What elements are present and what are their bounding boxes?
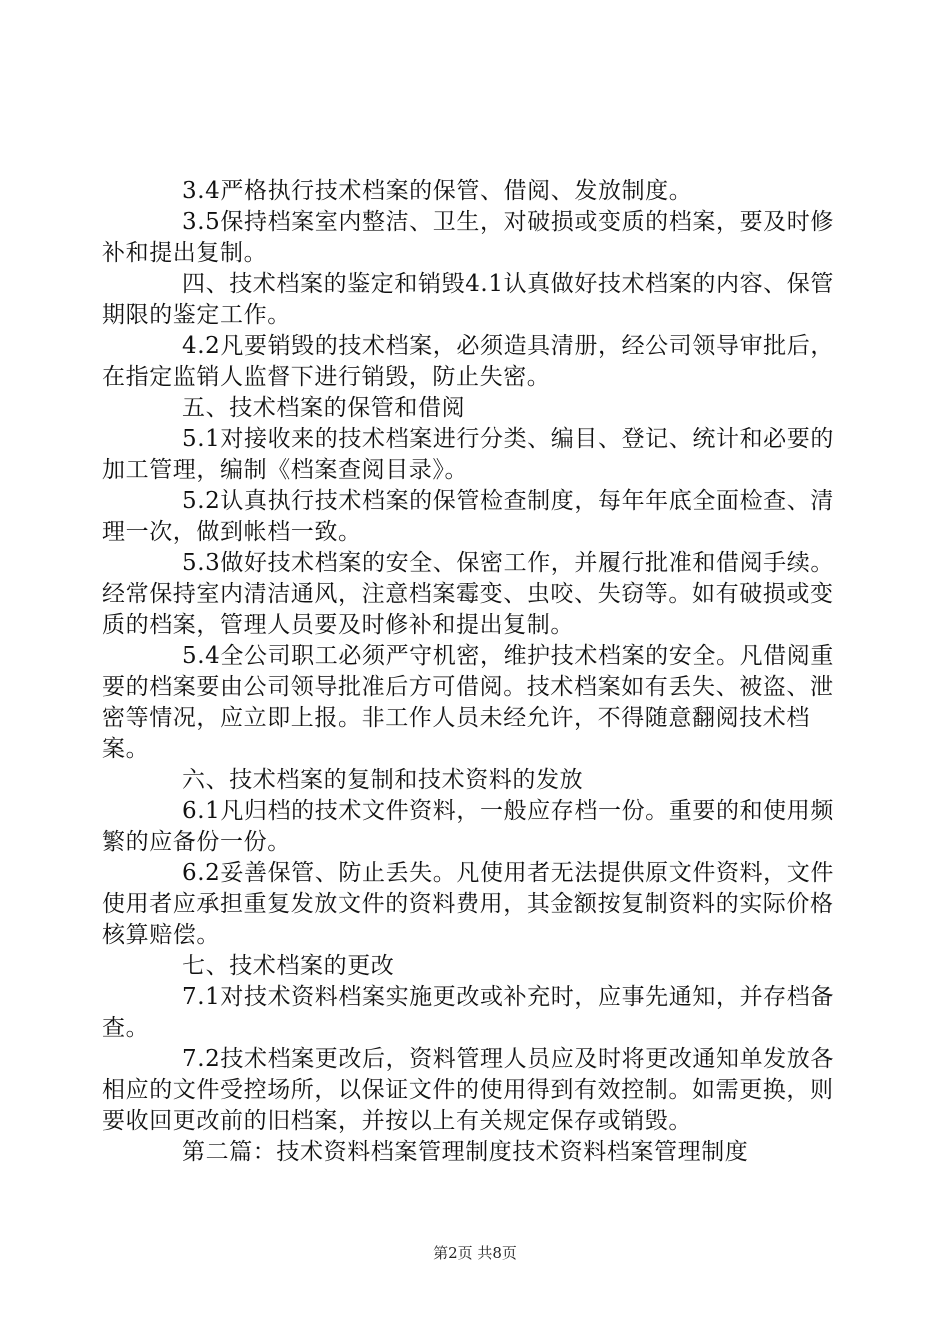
section-5-heading: 五、技术档案的保管和借阅 <box>182 395 466 421</box>
paragraph-3-4: 3.4严格执行技术档案的保管、借阅、发放制度。 <box>182 178 693 204</box>
paragraph-7-2: 7.2技术档案更改后，资料管理人员应及时将更改通知单发放各相应的文件受控场所，以保证文件的使用得到有效控制。如需更换，则要收回更改前的旧档案，并按以上有关规定保存或销毁。 <box>102 1046 834 1134</box>
section-7-heading: 七、技术档案的更改 <box>182 953 395 979</box>
chapter-2-title: 第二篇：技术资料档案管理制度技术资料档案管理制度 <box>182 1139 749 1165</box>
document-body <box>102 176 842 1168</box>
section-4-heading-paragraph: 四、技术档案的鉴定和销毁4.1认真做好技术档案的内容、保管期限的鉴定工作。 <box>102 271 834 328</box>
page-number-footer: 第2页 共8页 <box>433 1244 517 1262</box>
paragraph-5-2: 5.2认真执行技术档案的保管检查制度，每年年底全面检查、清理一次，做到帐档一致。 <box>102 488 834 545</box>
section-6-heading: 六、技术档案的复制和技术资料的发放 <box>182 767 584 793</box>
paragraph-6-1: 6.1凡归档的技术文件资料，一般应存档一份。重要的和使用频繁的应备份一份。 <box>102 798 834 855</box>
paragraph-4-2: 4.2凡要销毁的技术档案，必须造具清册，经公司领导审批后，在指定监销人监督下进行销毁，防止失密。 <box>102 333 834 390</box>
paragraph-6-2: 6.2妥善保管、防止丢失。凡使用者无法提供原文件资料，文件使用者应承担重复发放文件的资料费用，其金额按复制资料的实际价格核算赔偿。 <box>102 860 834 948</box>
paragraph-3-5: 3.5保持档案室内整洁、卫生，对破损或变质的档案，要及时修补和提出复制。 <box>102 209 834 266</box>
paragraph-5-3: 5.3做好技术档案的安全、保密工作，并履行批准和借阅手续。经常保持室内清洁通风，注意档案霉变、虫咬、失窃等。如有破损或变质的档案，管理人员要及时修补和提出复制。 <box>102 550 834 638</box>
paragraph-7-1: 7.1对技术资料档案实施更改或补充时，应事先通知，并存档备查。 <box>102 984 834 1041</box>
paragraph-5-1: 5.1对接收来的技术档案进行分类、编目、登记、统计和必要的加工管理，编制《档案查阅目录》。 <box>102 426 834 483</box>
paragraph-5-4: 5.4全公司职工必须严守机密，维护技术档案的安全。凡借阅重要的档案要由公司领导批准后方可借阅。技术档案如有丢失、被盗、泄密等情况，应立即上报。非工作人员未经允许，不得随意翻阅技术档案。 <box>102 643 834 762</box>
